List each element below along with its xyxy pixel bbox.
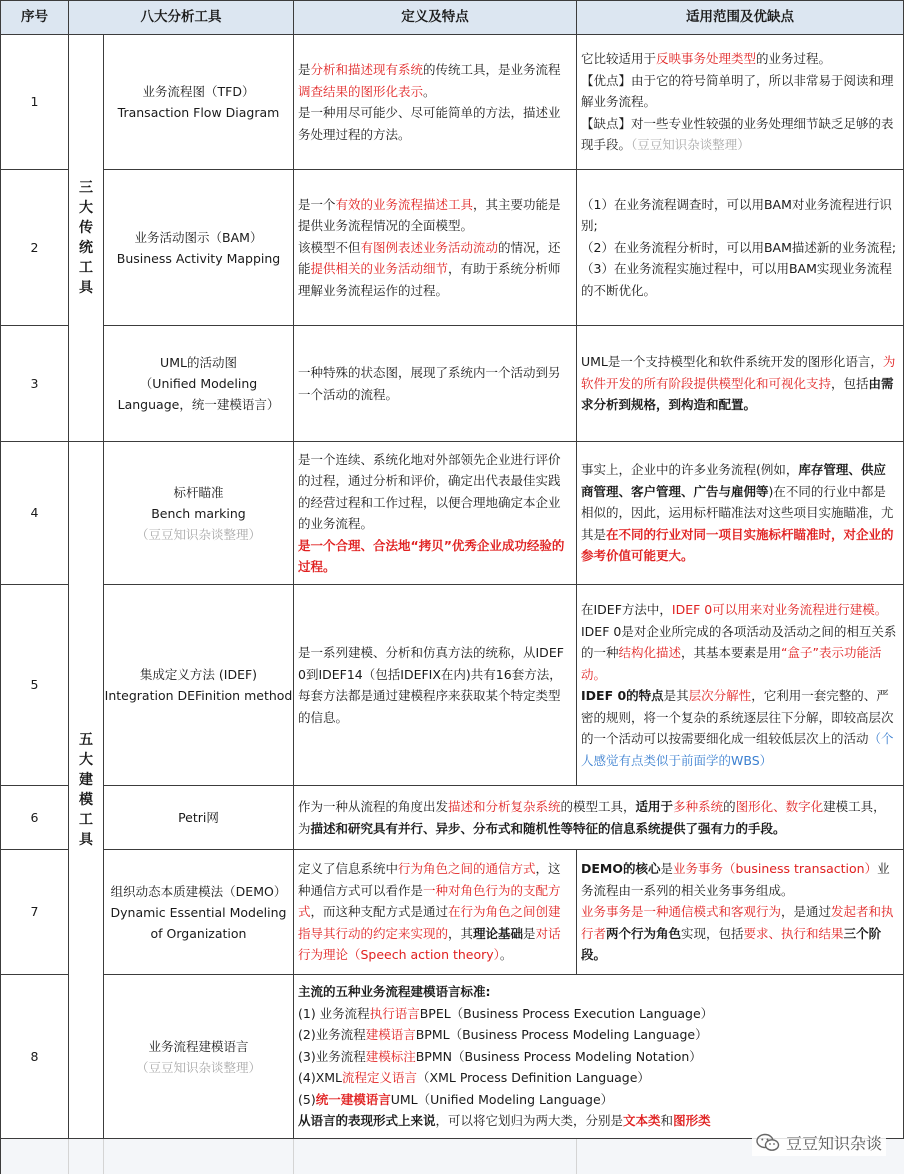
tool-name-en: Dynamic Essential Modeling of Organization <box>110 904 287 941</box>
row-2-tool <box>104 170 294 326</box>
group-traditional-label: 三大传统工具 <box>79 180 93 296</box>
row-4-scope <box>577 442 904 585</box>
row-1-tool <box>104 35 294 170</box>
text-segment: 调查结果的图形化表示 <box>298 83 424 99</box>
text-segment: “盒子”表示功能活动。 <box>581 645 882 682</box>
text-segment: 从语言的表现形式上来说 <box>298 1113 436 1129</box>
text-segment: 的 <box>723 799 736 814</box>
text-segment: 流程定义语言 <box>342 1070 418 1086</box>
text-segment: BPMN（Business Process Modeling Notation） <box>415 1048 702 1064</box>
row-7-definition <box>294 850 577 975</box>
row-4-definition <box>294 442 577 585</box>
text-segment: DEMO的核心 <box>581 861 661 877</box>
tool-name-cn: 标杆瞄准 <box>173 484 224 500</box>
text-segment: （2）在业务流程分析时，可以用BAM描述新的业务流程; <box>581 239 897 255</box>
tool-name-en: Transaction Flow Diagram <box>117 105 280 120</box>
row-2-definition <box>294 170 577 326</box>
text-segment: 为软件开发的所有阶段提供模型化和可视化支持 <box>581 354 896 391</box>
tool-name-en: （Unified Modeling Language，统一建模语言） <box>117 376 280 412</box>
row-6-tool <box>104 786 294 850</box>
row-8-description <box>294 975 904 1139</box>
text-segment: ，有助于系统分析师理解业务流程运作的过程。 <box>298 261 561 298</box>
text-segment: 是其 <box>663 688 689 703</box>
tool-name-cn: 业务活动图示（BAM） <box>134 229 263 245</box>
text-segment: 业务事务是一种通信模式和客观行为 <box>581 904 782 920</box>
text-segment: 它比较适用于 <box>581 51 657 67</box>
text-segment: 一种特殊的状态图，展现了系统内一个活动到另一个活动的流程。 <box>298 365 561 402</box>
tool-name-cn: Petri网 <box>178 810 219 825</box>
watermark-text: 豆豆知识杂谈 <box>785 1134 882 1153</box>
text-segment: 事实上，企业中的许多业务流程(例如， <box>581 462 799 478</box>
row-3-definition <box>294 326 577 442</box>
group-modeling <box>69 442 104 1139</box>
tool-name-cn: 业务流程图（TFD） <box>142 84 255 99</box>
text-segment: 图形类 <box>673 1113 711 1129</box>
text-segment: 。 <box>423 83 436 99</box>
row-1-scope <box>577 35 904 170</box>
text-segment: 是一个 <box>298 196 336 212</box>
row-5-no: 5 <box>0 585 69 786</box>
text-segment: 建模标注 <box>365 1048 416 1064</box>
row-5-scope <box>577 585 904 786</box>
text-segment: 的业务过程。 <box>756 51 832 67</box>
row-2-no: 2 <box>0 170 69 326</box>
tool-note: （豆豆知识杂谈整理） <box>135 526 261 542</box>
text-segment: IDEF 0的特点 <box>581 688 664 703</box>
text-segment: （XML Process Definition Language） <box>417 1070 650 1086</box>
text-segment: 适用于 <box>635 799 674 814</box>
text-segment: IDEF 0是对企业所完成的各项活动及活动之间的相互关系的一种 <box>581 623 897 660</box>
tool-name-cn: 集成定义方法 (IDEF) <box>139 667 258 682</box>
text-segment: 执行语言 <box>369 1005 420 1021</box>
text-segment: 是一个连续、系统化地对外部领先企业进行评价的过程，通过分析和评价，确定出代表最佳实践的经营过程和工作过程，以便合理地确定本企业的业务流程。 <box>298 451 561 531</box>
text-segment: 由需求分析到规格，到构造和配置。 <box>581 375 894 413</box>
text-segment: BPEL（Business Process Execution Language） <box>419 1005 714 1021</box>
row-7-tool <box>104 850 294 975</box>
text-segment: 【缺点】对一些专业性较强的业务处理细节缺乏足够的表现手段。 <box>581 115 894 153</box>
text-segment: 库存管理、供应商管理、客户管理、广告与雇佣等 <box>581 462 886 499</box>
text-segment: 是一种用尽可能少、尽可能简单的方法，描述业务处理过程的方法。 <box>298 105 561 142</box>
text-segment: 结构化描述 <box>618 645 682 660</box>
text-segment: 和 <box>660 1113 674 1129</box>
text-segment: 业务流程由一系列的相关业务事务组成。 <box>581 861 890 898</box>
text-segment: UML是一个支持模型化和软件系统开发的图形化语言， <box>581 354 883 370</box>
text-segment: (4)XML <box>298 1070 343 1086</box>
tool-name-cn: UML的活动图 <box>160 355 237 370</box>
row-4-no: 4 <box>0 442 69 585</box>
text-segment: 描述和分析复杂系统 <box>448 799 561 814</box>
text-segment: BPML（Business Process Modeling Language） <box>415 1027 708 1043</box>
text-segment: UML（Unified Modeling Language） <box>390 1091 614 1107</box>
text-segment: 【优点】由于它的符号简单明了，所以非常易于阅读和理解业务流程。 <box>581 72 894 110</box>
row-7-no: 7 <box>0 850 69 975</box>
text-segment: 实现，包括 <box>681 925 744 941</box>
row-2-scope <box>577 170 904 326</box>
tool-note: （豆豆知识杂谈整理） <box>135 1059 261 1075</box>
text-segment: ，而这种支配方式是通过 <box>310 904 449 920</box>
text-segment: 提供相关的业务活动细节 <box>310 261 449 277</box>
text-segment: 定义了信息系统中 <box>298 861 399 877</box>
tool-name-en: Bench marking <box>151 505 246 521</box>
empty-cell <box>69 1139 104 1174</box>
row-3-tool <box>104 326 294 442</box>
empty-cell <box>294 1139 577 1174</box>
header-tool: 八大分析工具 <box>69 0 294 35</box>
text-segment: （个人感觉有点类似于前面学的WBS） <box>581 731 894 768</box>
header-scope: 适用范围及优缺点 <box>577 0 904 35</box>
text-segment: (3)业务流程 <box>298 1048 366 1064</box>
text-segment: (1) 业务流程 <box>298 1005 370 1021</box>
row-1-no: 1 <box>0 35 69 170</box>
text-segment: ，可以将它划归为两大类，分别是 <box>435 1113 624 1129</box>
text-segment: 。 <box>499 947 513 963</box>
empty-cell <box>104 1139 294 1174</box>
text-segment: 发起者和执行者 <box>581 904 894 941</box>
row-1-definition <box>294 35 577 170</box>
text-segment: 的模型工具， <box>560 799 636 814</box>
text-segment: 在不同的行业对同一项目实施标杆瞄准时，对企业的参考价值可能更大。 <box>581 526 894 564</box>
text-segment: 要求、执行和结果 <box>743 925 844 941</box>
text-segment: 两个行为角色 <box>606 925 682 941</box>
row-7-scope <box>577 850 904 975</box>
text-segment: ，这种通信方式可以看作是 <box>298 861 561 898</box>
text-segment: （3）在业务流程实施过程中，可以用BAM实现业务流程的不断优化。 <box>581 261 892 298</box>
text-segment: 是一系列建模、分析和仿真方法的统称，从IDEF 0到IDEF14（包括IDEFIX在内)共有16套方法，每套方法都是通过建模程序来获取某个特定类型的信息。 <box>298 645 564 725</box>
header-no: 序号 <box>0 0 69 35</box>
row-6-description <box>294 786 904 850</box>
text-segment: 行为角色之间的通信方式 <box>398 861 536 877</box>
text-segment: 是一个合理、合法地“拷贝”优秀企业成功经验的过程。 <box>298 537 565 574</box>
text-segment: 统一建模语言 <box>315 1091 391 1107</box>
row-5-definition <box>294 585 577 786</box>
text-segment: 三个阶段。 <box>581 925 882 963</box>
text-segment: 是 <box>298 62 311 77</box>
text-segment: 反映事务处理类型 <box>656 51 757 67</box>
text-segment: 多种系统 <box>673 799 724 814</box>
text-segment: ，包括 <box>831 375 869 391</box>
text-segment: (2)业务流程 <box>298 1027 366 1043</box>
text-segment: ，其 <box>448 925 474 941</box>
empty-cell <box>0 1139 69 1174</box>
text-segment: 层次分解性 <box>688 688 752 703</box>
text-segment: 图形化、数字化 <box>735 799 824 814</box>
text-segment: （豆豆知识杂谈整理） <box>631 137 750 153</box>
text-segment: 有图例表述业务活动流动 <box>360 239 499 255</box>
wechat-icon <box>756 1133 780 1153</box>
row-8-tool <box>104 975 294 1139</box>
row-6-no: 6 <box>0 786 69 850</box>
text-segment: （1）在业务流程调查时，可以用BAM对业务流程进行识别; <box>581 196 892 234</box>
row-3-no: 3 <box>0 326 69 442</box>
tool-name-en: Integration DEFinition method <box>104 688 293 703</box>
text-segment: 在IDEF方法中， <box>581 602 672 617</box>
text-segment: 建模工具，为 <box>298 799 886 836</box>
text-segment: 文本类 <box>623 1113 661 1129</box>
text-segment: 在行为角色之间创建指导其行动的约定来实现的 <box>298 904 561 941</box>
text-segment: 是 <box>523 925 536 941</box>
group-modeling-label: 五大建模工具 <box>79 732 93 848</box>
tool-name-cn: 组织动态本质建模法（DEMO） <box>110 883 287 899</box>
text-segment: 一种对角色行为的支配方式 <box>298 882 561 920</box>
text-segment: 作为一种从流程的角度出发 <box>298 799 449 814</box>
text-segment: 业务事务（business transaction） <box>673 861 878 877</box>
header-definition: 定义及特点 <box>294 0 577 35</box>
text-segment: 有效的业务流程描述工具 <box>335 196 474 212</box>
text-segment: IDEF 0可以用来对业务流程进行建模。 <box>671 602 888 617</box>
text-segment: (5) <box>298 1091 316 1107</box>
group-traditional <box>69 35 104 442</box>
text-segment: 的传统工具，是业务流程 <box>423 62 561 77</box>
row-3-scope <box>577 326 904 442</box>
text-segment: 的情况，还能 <box>298 239 561 277</box>
text-segment: 主流的五种业务流程建模语言标准: <box>298 984 491 1000</box>
text-segment: )在不同的行业中都是相似的，因此，运用标杆瞄准法对这些项目实施瞄准，尤其是 <box>581 483 894 542</box>
text-segment: 该模型不但 <box>298 239 361 255</box>
text-segment: 建模语言 <box>365 1027 416 1043</box>
text-segment: 理论基础 <box>473 925 524 941</box>
tool-name-cn: 业务流程建模语言 <box>148 1038 249 1054</box>
watermark <box>752 1129 886 1156</box>
row-5-tool <box>104 585 294 786</box>
row-8-no: 8 <box>0 975 69 1139</box>
text-segment: 分析和描述现有系统 <box>310 62 424 77</box>
text-segment: ，其主要功能是提供业务流程情况的全面模型。 <box>298 196 561 234</box>
text-segment: 描述和研究具有并行、异步、分布式和随机性等特征的信息系统提供了强有力的手段。 <box>310 820 786 836</box>
text-segment: ，是通过 <box>781 904 832 920</box>
text-segment: 对话行为理论（Speech action theory） <box>298 925 561 963</box>
text-segment: ，其基本要素是用 <box>681 645 782 660</box>
tool-name-en: Business Activity Mapping <box>116 250 281 266</box>
text-segment: 是 <box>660 861 673 877</box>
text-segment: ，它利用一套完整的、严密的规则，将一个复杂的系统逐层往下分解，即较高层次的一个活动可以按需要细化成一组较低层次上的活动 <box>581 688 894 746</box>
row-4-tool <box>104 442 294 585</box>
